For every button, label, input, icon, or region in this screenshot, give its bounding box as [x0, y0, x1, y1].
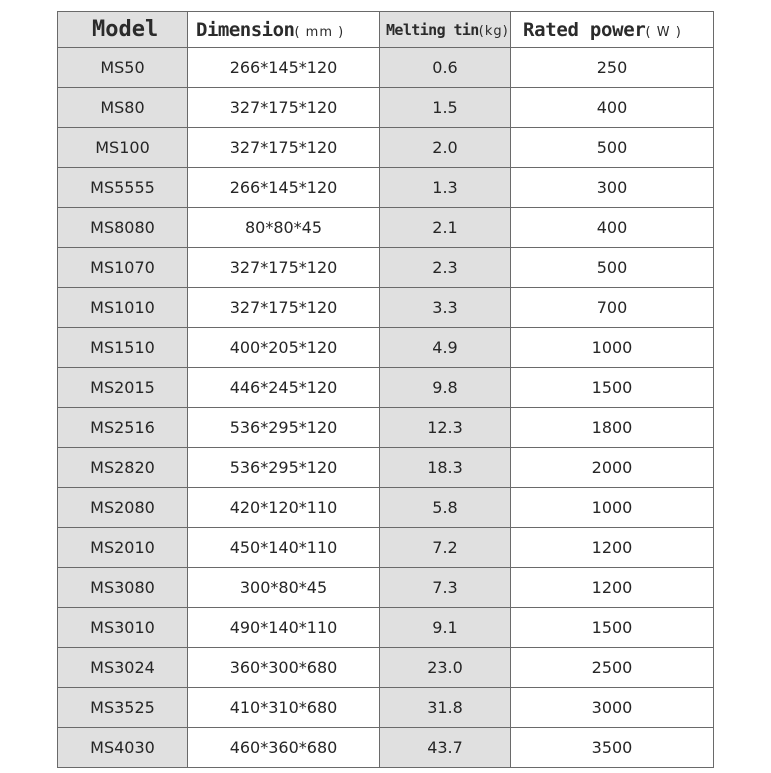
cell-melting-tin: 4.9 [380, 328, 511, 368]
cell-dimension: 327*175*120 [188, 288, 380, 328]
cell-dimension: 536*295*120 [188, 448, 380, 488]
cell-rated-power: 1500 [511, 368, 714, 408]
table-row [58, 688, 714, 728]
header-rated-power [511, 12, 714, 48]
header-dimension-unit: ( mm ) [294, 24, 345, 40]
cell-dimension: 327*175*120 [188, 88, 380, 128]
table-row [58, 528, 714, 568]
cell-dimension: 400*205*120 [188, 328, 380, 368]
cell-model: MS3024 [58, 648, 188, 688]
cell-rated-power: 400 [511, 208, 714, 248]
cell-melting-tin: 2.0 [380, 128, 511, 168]
cell-model: MS8080 [58, 208, 188, 248]
cell-rated-power: 1200 [511, 528, 714, 568]
cell-rated-power: 700 [511, 288, 714, 328]
cell-dimension: 410*310*680 [188, 688, 380, 728]
cell-dimension: 490*140*110 [188, 608, 380, 648]
table-row [58, 288, 714, 328]
table-row [58, 648, 714, 688]
cell-dimension: 266*145*120 [188, 48, 380, 88]
table-header [58, 12, 714, 48]
header-dimension [188, 12, 380, 48]
cell-model: MS4030 [58, 728, 188, 768]
cell-rated-power: 1800 [511, 408, 714, 448]
cell-model: MS3010 [58, 608, 188, 648]
cell-rated-power: 1000 [511, 328, 714, 368]
cell-dimension: 266*145*120 [188, 168, 380, 208]
cell-melting-tin: 3.3 [380, 288, 511, 328]
cell-dimension: 360*300*680 [188, 648, 380, 688]
cell-melting-tin: 1.3 [380, 168, 511, 208]
table-body [58, 48, 714, 768]
cell-model: MS5555 [58, 168, 188, 208]
cell-rated-power: 300 [511, 168, 714, 208]
cell-dimension: 446*245*120 [188, 368, 380, 408]
cell-rated-power: 3500 [511, 728, 714, 768]
cell-dimension: 420*120*110 [188, 488, 380, 528]
table-row [58, 128, 714, 168]
cell-model: MS2080 [58, 488, 188, 528]
cell-rated-power: 2000 [511, 448, 714, 488]
table-row [58, 328, 714, 368]
header-rated-power-unit: ( W ) [645, 24, 682, 40]
cell-rated-power: 250 [511, 48, 714, 88]
cell-dimension: 460*360*680 [188, 728, 380, 768]
header-model [58, 12, 188, 48]
cell-rated-power: 400 [511, 88, 714, 128]
cell-model: MS50 [58, 48, 188, 88]
cell-dimension: 300*80*45 [188, 568, 380, 608]
cell-melting-tin: 9.1 [380, 608, 511, 648]
cell-melting-tin: 1.5 [380, 88, 511, 128]
header-rated-power-label: Rated power [523, 18, 646, 41]
cell-model: MS100 [58, 128, 188, 168]
cell-rated-power: 3000 [511, 688, 714, 728]
cell-melting-tin: 7.2 [380, 528, 511, 568]
table-row [58, 168, 714, 208]
cell-model: MS2516 [58, 408, 188, 448]
cell-rated-power: 1000 [511, 488, 714, 528]
cell-melting-tin: 12.3 [380, 408, 511, 448]
cell-melting-tin: 43.7 [380, 728, 511, 768]
header-melting-tin-label: Melting tin [386, 20, 479, 39]
cell-melting-tin: 2.3 [380, 248, 511, 288]
spec-table [57, 11, 714, 768]
cell-model: MS80 [58, 88, 188, 128]
cell-rated-power: 1500 [511, 608, 714, 648]
cell-rated-power: 500 [511, 128, 714, 168]
cell-model: MS1010 [58, 288, 188, 328]
cell-melting-tin: 5.8 [380, 488, 511, 528]
cell-rated-power: 500 [511, 248, 714, 288]
table-row [58, 728, 714, 768]
cell-dimension: 536*295*120 [188, 408, 380, 448]
cell-rated-power: 1200 [511, 568, 714, 608]
cell-rated-power: 2500 [511, 648, 714, 688]
table-row [58, 488, 714, 528]
table-row [58, 568, 714, 608]
cell-melting-tin: 31.8 [380, 688, 511, 728]
cell-dimension: 327*175*120 [188, 248, 380, 288]
header-model-label: Model [92, 17, 159, 42]
cell-model: MS3080 [58, 568, 188, 608]
table-row [58, 208, 714, 248]
table-row [58, 48, 714, 88]
header-melting-tin-unit: (kg) [478, 23, 509, 39]
cell-dimension: 80*80*45 [188, 208, 380, 248]
cell-model: MS2010 [58, 528, 188, 568]
table-row [58, 408, 714, 448]
table-row [58, 608, 714, 648]
table-row [58, 448, 714, 488]
header-row [58, 12, 714, 48]
header-melting-tin [380, 12, 511, 48]
table-row [58, 248, 714, 288]
table-row [58, 88, 714, 128]
cell-model: MS1070 [58, 248, 188, 288]
cell-melting-tin: 23.0 [380, 648, 511, 688]
cell-dimension: 327*175*120 [188, 128, 380, 168]
cell-melting-tin: 9.8 [380, 368, 511, 408]
cell-model: MS1510 [58, 328, 188, 368]
cell-melting-tin: 7.3 [380, 568, 511, 608]
table-row [58, 368, 714, 408]
cell-model: MS3525 [58, 688, 188, 728]
cell-melting-tin: 2.1 [380, 208, 511, 248]
cell-melting-tin: 0.6 [380, 48, 511, 88]
cell-model: MS2015 [58, 368, 188, 408]
header-dimension-label: Dimension [196, 18, 295, 41]
cell-model: MS2820 [58, 448, 188, 488]
cell-melting-tin: 18.3 [380, 448, 511, 488]
cell-dimension: 450*140*110 [188, 528, 380, 568]
